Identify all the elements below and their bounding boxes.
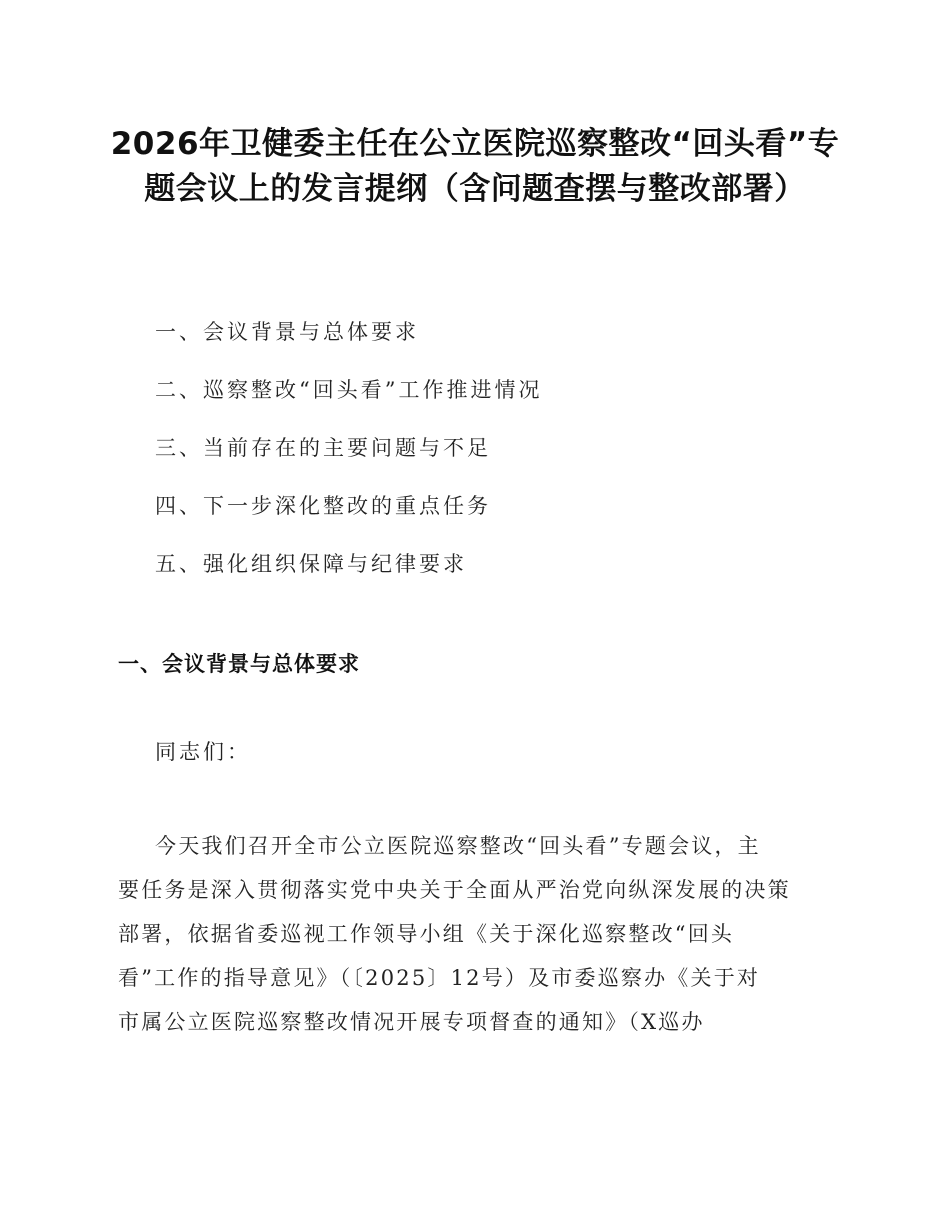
paragraph-line: 看”工作的指导意见》（〔2025〕12号）及市委巡察办《关于对 [118,966,761,990]
document-title: 2026年卫健委主任在公立医院巡察整改“回头看”专题会议上的发言提纲（含问题查摆与整改部署） [110,126,840,207]
toc-item: 三、当前存在的主要问题与不足 [155,436,491,460]
paragraph-line: 要任务是深入贯彻落实党中央关于全面从严治党向纵深发展的决策 [118,878,791,902]
table-of-contents [155,312,542,602]
greeting: 同志们： [155,740,251,764]
paragraph-line: 部署，依据省委巡视工作领导小组《关于深化巡察整改“回头 [118,922,735,946]
toc-item: 一、会议背景与总体要求 [155,320,419,344]
toc-item: 二、巡察整改“回头看”工作推进情况 [155,378,543,402]
section-heading: 一、会议背景与总体要求 [118,652,360,676]
paragraph-line: 今天我们召开全市公立医院巡察整改“回头看”专题会议，主 [155,834,761,858]
toc-item: 四、下一步深化整改的重点任务 [155,494,491,518]
toc-item: 五、强化组织保障与纪律要求 [155,552,467,576]
body-paragraph [118,824,838,1044]
paragraph-line: 市属公立医院巡察整改情况开展专项督查的通知》（X巡办 [118,1010,705,1034]
